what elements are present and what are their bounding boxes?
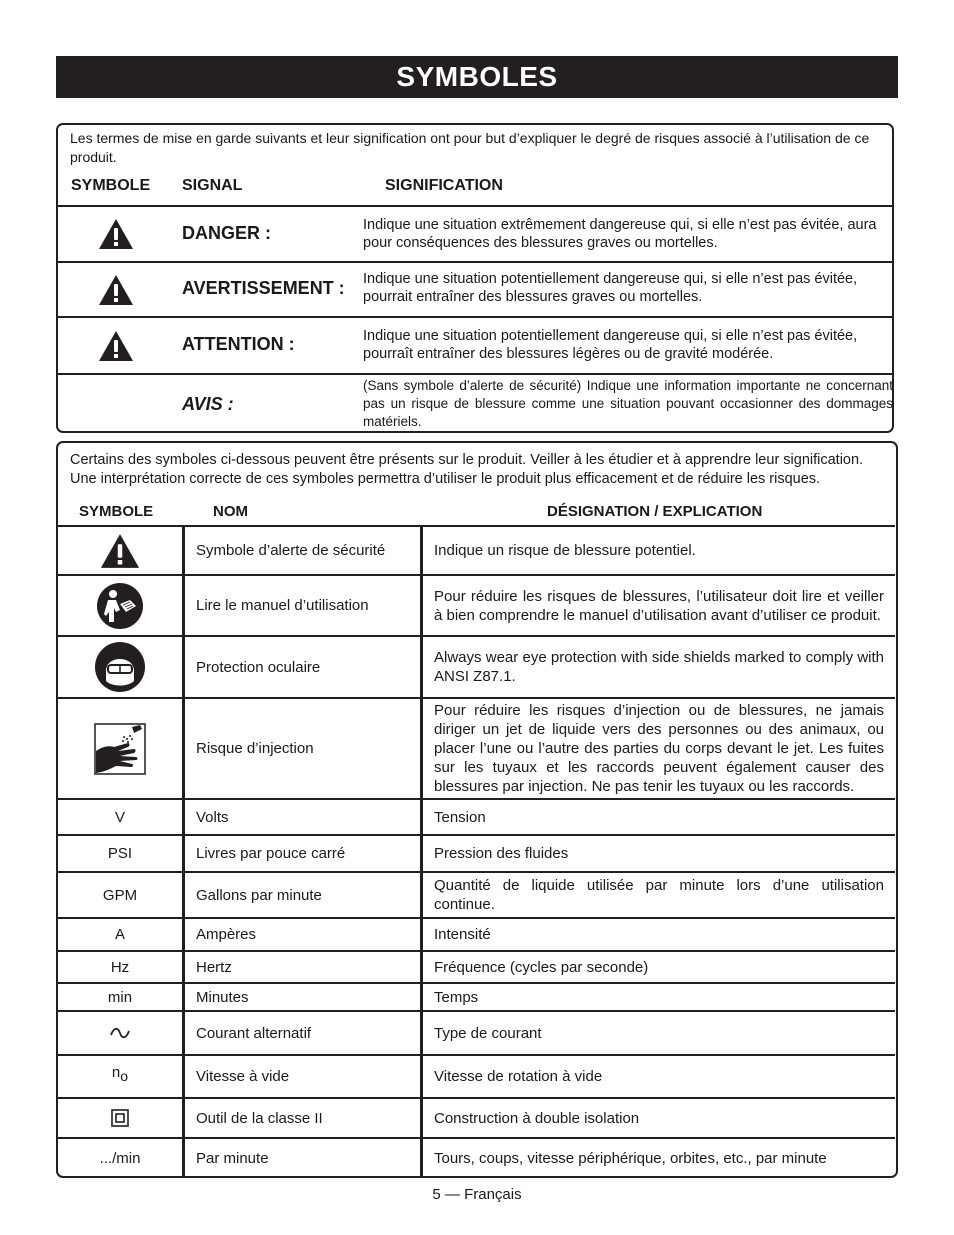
table-row — [58, 1054, 895, 1097]
signal-row-notice — [58, 373, 893, 433]
name-cell: Hertz — [196, 958, 232, 976]
warning-triangle-icon — [98, 218, 134, 250]
table-row — [58, 950, 895, 982]
alternating-current-icon — [109, 1026, 131, 1040]
signal-warning-meaning: Indique une situation potentiellement dangereuse qui, si elle n’est pas évitée, pourrait entraîner des blessures graves ou mortelles. — [363, 271, 858, 305]
table-row — [58, 917, 895, 950]
read-manual-icon — [96, 582, 144, 630]
warning-triangle-icon — [99, 533, 141, 569]
signal-intro: Les termes de mise en garde suivants et leur signification ont pour but d’expliquer le degré de risques associé à l’utilisation de ce produit. — [70, 130, 870, 165]
header-symbol: SYMBOLE — [71, 177, 151, 194]
name-cell: Symbole d’alerte de sécurité — [196, 542, 386, 559]
symbol-cell — [58, 1012, 182, 1054]
signal-row-danger — [58, 205, 893, 261]
designation-cell: Construction à double isolation — [434, 1109, 640, 1127]
symbol-cell — [58, 527, 182, 574]
designation-cell: Type de courant — [434, 1024, 542, 1042]
table-row — [58, 1010, 895, 1054]
symbol-cell: .../min — [99, 1149, 141, 1167]
designation-cell: Quantité de liquide utilisée par minute lors d’une utilisation continue. — [434, 877, 884, 913]
name-cell: Vitesse à vide — [196, 1068, 290, 1085]
header-meaning: SIGNIFICATION — [385, 177, 503, 194]
designation-cell: Indique un risque de blessure potentiel. — [434, 542, 696, 559]
signal-warning: AVERTISSEMENT : — [182, 278, 345, 298]
name-cell: Ampères — [196, 926, 257, 943]
designation-cell: Tension — [434, 808, 486, 826]
table-row — [58, 1137, 895, 1177]
designation-cell: Vitesse de rotation à vide — [434, 1068, 603, 1085]
injection-hazard-icon — [94, 723, 146, 775]
name-cell: Courant alternatif — [196, 1024, 312, 1042]
table-row — [58, 635, 895, 697]
designation-cell: Pression des fluides — [434, 845, 569, 862]
warning-triangle-icon — [98, 274, 134, 306]
name-cell: Livres par pouce carré — [196, 845, 346, 862]
table-row — [58, 834, 895, 871]
eye-protection-icon — [94, 641, 146, 693]
name-cell: Minutes — [196, 988, 249, 1006]
symbol-cell: V — [114, 808, 125, 826]
signal-notice-meaning: (Sans symbole d’alerte de sécurité) Indique une information importante ne concernant pas un risque de blessure comme une situation pouvant occasionner des dommages matériels. — [363, 378, 893, 429]
designation-cell: Always wear eye protection with side shields marked to comply with ANSI Z87.1. — [434, 649, 884, 685]
table-row — [58, 525, 895, 574]
symbol-cell: GPM — [102, 886, 138, 904]
header-designation: DÉSIGNATION / EXPLICATION — [547, 503, 763, 520]
signal-words-box — [56, 123, 894, 433]
name-cell: Volts — [196, 808, 229, 826]
signal-row-caution — [58, 316, 893, 373]
designation-cell: Fréquence (cycles par seconde) — [434, 958, 649, 976]
symbol-cell: Hz — [110, 958, 130, 976]
signal-caution-meaning: Indique une situation potentiellement dangereuse qui, si elle n’est pas évitée, pourraît entraîner des blessures légères ou de gravité modérée. — [363, 328, 858, 362]
page-title: SYMBOLES — [56, 56, 898, 98]
table-row — [58, 798, 895, 834]
designation-cell: Temps — [434, 988, 479, 1006]
name-cell: Par minute — [196, 1149, 269, 1167]
signal-danger: DANGER : — [182, 223, 271, 243]
symbol-cell — [58, 637, 182, 697]
header-signal: SIGNAL — [182, 177, 243, 194]
table-row — [58, 697, 895, 798]
symbol-cell — [58, 1099, 182, 1137]
symbol-cell: A — [114, 926, 125, 943]
name-cell: Risque d’injection — [196, 740, 314, 757]
designation-cell: Pour réduire les risques d’injection ou de blessures, ne jamais diriger un jet de liquide vers des personnes ou des animaux, ou placer l’une ou l’autre des parties du corps devant le jet. Les fuites sur les tuyaux et les raccords peuvent également causer des blessures par injection. Ne pas tenir les tuyaux ou les raccords. — [434, 702, 884, 795]
table-row — [58, 871, 895, 917]
symbol-cell: min — [107, 988, 133, 1006]
name-cell: Protection oculaire — [196, 658, 321, 676]
table-row — [58, 982, 895, 1010]
table-row — [58, 574, 895, 635]
symbol-cell — [58, 576, 182, 635]
no-load-speed-symbol: no — [111, 1064, 129, 1084]
symbol-cell: PSI — [107, 845, 133, 862]
designation-cell: Pour réduire les risques de blessures, l’utilisateur doit lire et veiller à bien comprendre le manuel d’utilisation avant d’utiliser ce produit. — [434, 587, 884, 624]
name-cell: Gallons par minute — [196, 886, 322, 904]
signal-danger-meaning: Indique une situation extrêmement dangereuse qui, si elle n’est pas évitée, aura pour conséquences des blessures graves ou mortelles. — [363, 217, 877, 251]
class-ii-tool-icon — [111, 1109, 129, 1127]
designation-cell: Tours, coups, vitesse périphérique, orbites, etc., par minute — [434, 1149, 827, 1167]
warning-triangle-icon — [98, 330, 134, 362]
symbol-cell — [58, 1056, 182, 1097]
header-symbol: SYMBOLE — [79, 503, 154, 520]
symbols-intro: Certains des symboles ci-dessous peuvent être présents sur le produit. Veiller à les étudier et à apprendre leur signification. Une interprétation correcte de ces symboles permettra d’utiliser le produit plus efficacement et de réduire les risques. — [70, 452, 864, 487]
symbols-box — [56, 441, 898, 1178]
page-number: 5 — Français — [432, 1186, 522, 1203]
name-cell: Lire le manuel d’utilisation — [196, 597, 369, 614]
signal-caution: ATTENTION : — [182, 334, 295, 354]
symbol-cell — [58, 699, 182, 798]
signal-row-warning — [58, 261, 893, 316]
signal-notice: AVIS : — [182, 394, 234, 414]
name-cell: Outil de la classe II — [196, 1109, 323, 1127]
designation-cell: Intensité — [434, 926, 491, 943]
header-name: NOM — [213, 503, 248, 520]
table-row — [58, 1097, 895, 1137]
